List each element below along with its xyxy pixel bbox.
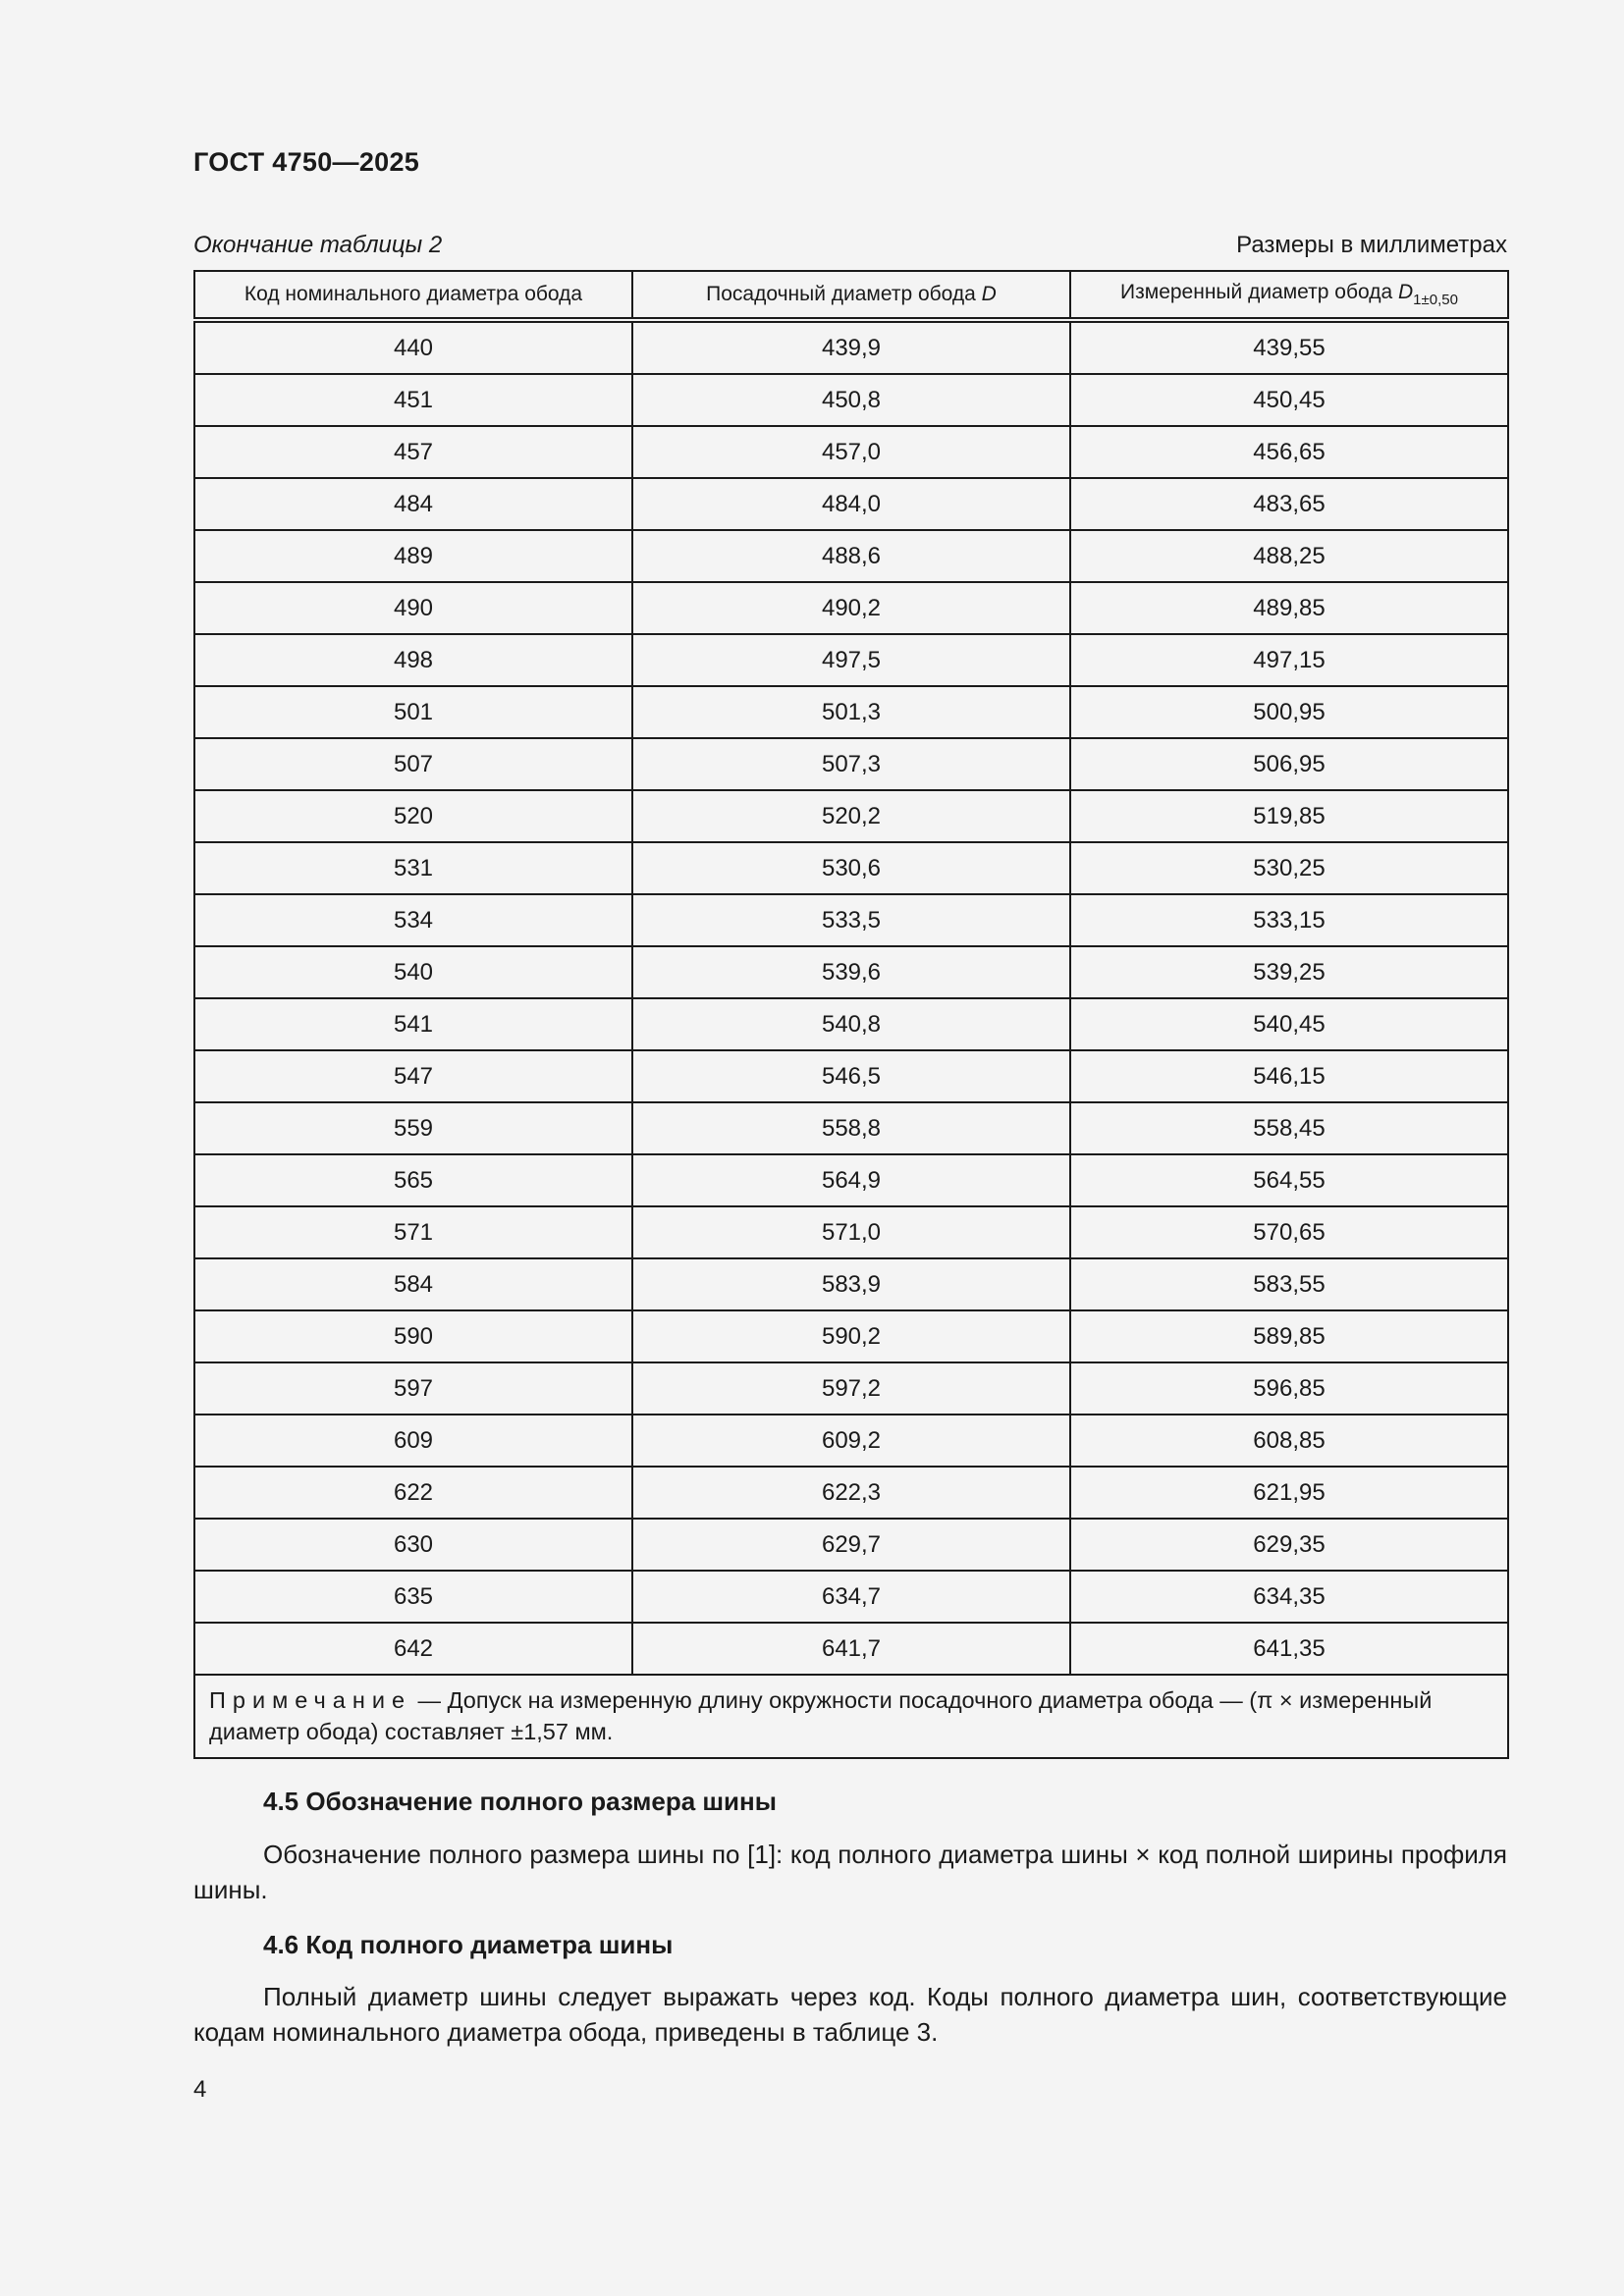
table-note-row	[194, 1675, 1508, 1758]
cell-seat-diameter: 490,2	[632, 582, 1070, 634]
cell-rim-code: 547	[194, 1050, 632, 1102]
cell-measured-diameter: 497,15	[1070, 634, 1508, 686]
cell-seat-diameter: 609,2	[632, 1415, 1070, 1467]
cell-rim-code: 457	[194, 426, 632, 478]
cell-measured-diameter: 570,65	[1070, 1206, 1508, 1258]
cell-seat-diameter: 501,3	[632, 686, 1070, 738]
cell-seat-diameter: 457,0	[632, 426, 1070, 478]
cell-measured-diameter: 634,35	[1070, 1571, 1508, 1623]
cell-seat-diameter: 590,2	[632, 1310, 1070, 1362]
cell-measured-diameter: 564,55	[1070, 1154, 1508, 1206]
cell-rim-code: 540	[194, 946, 632, 998]
table-row	[194, 946, 1508, 998]
cell-rim-code: 501	[194, 686, 632, 738]
cell-rim-code: 484	[194, 478, 632, 530]
cell-rim-code: 584	[194, 1258, 632, 1310]
cell-measured-diameter: 596,85	[1070, 1362, 1508, 1415]
column-header-seat-diameter: Посадочный диаметр обода D	[632, 271, 1070, 320]
cell-seat-diameter: 571,0	[632, 1206, 1070, 1258]
table-row	[194, 1206, 1508, 1258]
cell-seat-diameter: 488,6	[632, 530, 1070, 582]
cell-rim-code: 541	[194, 998, 632, 1050]
cell-rim-code: 597	[194, 1362, 632, 1415]
cell-rim-code: 507	[194, 738, 632, 790]
table-caption-row	[193, 232, 1507, 259]
table-row	[194, 1050, 1508, 1102]
cell-seat-diameter: 597,2	[632, 1362, 1070, 1415]
table-row	[194, 842, 1508, 894]
cell-seat-diameter: 450,8	[632, 374, 1070, 426]
table-row	[194, 582, 1508, 634]
cell-seat-diameter: 641,7	[632, 1623, 1070, 1675]
cell-measured-diameter: 539,25	[1070, 946, 1508, 998]
table-note	[194, 1675, 1508, 1758]
cell-seat-diameter: 484,0	[632, 478, 1070, 530]
table-row	[194, 1571, 1508, 1623]
table-body	[194, 320, 1508, 1675]
cell-seat-diameter: 530,6	[632, 842, 1070, 894]
table-row	[194, 634, 1508, 686]
column-header-measured-diameter: Измеренный диаметр обода $D_{1\pm 0,50}$	[1070, 271, 1508, 320]
table-row	[194, 1310, 1508, 1362]
table-row	[194, 1415, 1508, 1467]
cell-seat-diameter: 520,2	[632, 790, 1070, 842]
cell-rim-code: 490	[194, 582, 632, 634]
table-row	[194, 374, 1508, 426]
page-number: 4	[193, 2076, 207, 2103]
cell-rim-code: 451	[194, 374, 632, 426]
cell-seat-diameter: 629,7	[632, 1519, 1070, 1571]
cell-measured-diameter: 589,85	[1070, 1310, 1508, 1362]
cell-rim-code: 565	[194, 1154, 632, 1206]
table-row	[194, 894, 1508, 946]
table-row	[194, 320, 1508, 374]
document-header: ГОСТ 4750—2025	[193, 147, 420, 177]
cell-rim-code: 622	[194, 1467, 632, 1519]
section-text-4-6: Полный диаметр шины следует выражать через код. Коды полного диаметра шин, соответствующие кодам номинального диаметра обода, приведены в таблице 3.	[193, 1982, 1507, 2047]
table-row	[194, 426, 1508, 478]
cell-seat-diameter: 507,3	[632, 738, 1070, 790]
cell-measured-diameter: 583,55	[1070, 1258, 1508, 1310]
cell-rim-code: 609	[194, 1415, 632, 1467]
table-row	[194, 478, 1508, 530]
cell-measured-diameter: 608,85	[1070, 1415, 1508, 1467]
cell-measured-diameter: 456,65	[1070, 426, 1508, 478]
cell-rim-code: 534	[194, 894, 632, 946]
cell-rim-code: 498	[194, 634, 632, 686]
note-label: Примечание	[209, 1687, 412, 1713]
cell-measured-diameter: 540,45	[1070, 998, 1508, 1050]
cell-seat-diameter: 539,6	[632, 946, 1070, 998]
cell-seat-diameter: 622,3	[632, 1467, 1070, 1519]
cell-measured-diameter: 489,85	[1070, 582, 1508, 634]
table-row	[194, 1102, 1508, 1154]
cell-measured-diameter: 533,15	[1070, 894, 1508, 946]
section-text-4-5: Обозначение полного размера шины по [1]: код полного диаметра шины × код полной ширины профиля шины.	[193, 1840, 1507, 1904]
cell-seat-diameter: 497,5	[632, 634, 1070, 686]
cell-measured-diameter: 530,25	[1070, 842, 1508, 894]
cell-seat-diameter: 583,9	[632, 1258, 1070, 1310]
cell-rim-code: 531	[194, 842, 632, 894]
cell-seat-diameter: 533,5	[632, 894, 1070, 946]
table-row	[194, 530, 1508, 582]
table-units: Размеры в миллиметрах	[1236, 232, 1507, 258]
cell-rim-code: 630	[194, 1519, 632, 1571]
cell-rim-code: 489	[194, 530, 632, 582]
cell-seat-diameter: 564,9	[632, 1154, 1070, 1206]
table-row	[194, 738, 1508, 790]
cell-measured-diameter: 621,95	[1070, 1467, 1508, 1519]
cell-rim-code: 440	[194, 320, 632, 374]
table-row	[194, 790, 1508, 842]
cell-rim-code: 559	[194, 1102, 632, 1154]
table-row	[194, 1519, 1508, 1571]
cell-seat-diameter: 634,7	[632, 1571, 1070, 1623]
cell-rim-code: 635	[194, 1571, 632, 1623]
cell-seat-diameter: 540,8	[632, 998, 1070, 1050]
table-row	[194, 1467, 1508, 1519]
cell-rim-code: 590	[194, 1310, 632, 1362]
column-header-rim-code: Код номинального диаметра обода	[194, 271, 632, 320]
cell-measured-diameter: 450,45	[1070, 374, 1508, 426]
table-caption: Окончание таблицы 2	[193, 232, 443, 258]
cell-measured-diameter: 519,85	[1070, 790, 1508, 842]
cell-seat-diameter: 439,9	[632, 320, 1070, 374]
note-text: — Допуск на измеренную длину окружности посадочного диаметра обода — (π × измеренный диаметр обода) составляет ±1,57 мм.	[209, 1687, 1433, 1744]
section-heading-4-5: 4.5 Обозначение полного размера шины	[263, 1787, 777, 1816]
table-row	[194, 1362, 1508, 1415]
rim-diameter-table	[193, 270, 1509, 1759]
table-row	[194, 998, 1508, 1050]
cell-rim-code: 642	[194, 1623, 632, 1675]
cell-seat-diameter: 558,8	[632, 1102, 1070, 1154]
section-heading-4-6: 4.6 Код полного диаметра шины	[263, 1930, 674, 1959]
cell-measured-diameter: 488,25	[1070, 530, 1508, 582]
cell-rim-code: 571	[194, 1206, 632, 1258]
cell-measured-diameter: 506,95	[1070, 738, 1508, 790]
table-row	[194, 686, 1508, 738]
cell-measured-diameter: 641,35	[1070, 1623, 1508, 1675]
cell-measured-diameter: 546,15	[1070, 1050, 1508, 1102]
cell-measured-diameter: 500,95	[1070, 686, 1508, 738]
cell-measured-diameter: 439,55	[1070, 320, 1508, 374]
table-row	[194, 1258, 1508, 1310]
table-row	[194, 1623, 1508, 1675]
cell-measured-diameter: 629,35	[1070, 1519, 1508, 1571]
cell-measured-diameter: 483,65	[1070, 478, 1508, 530]
cell-measured-diameter: 558,45	[1070, 1102, 1508, 1154]
cell-seat-diameter: 546,5	[632, 1050, 1070, 1102]
table-row	[194, 1154, 1508, 1206]
cell-rim-code: 520	[194, 790, 632, 842]
table-header-row	[194, 271, 1508, 320]
